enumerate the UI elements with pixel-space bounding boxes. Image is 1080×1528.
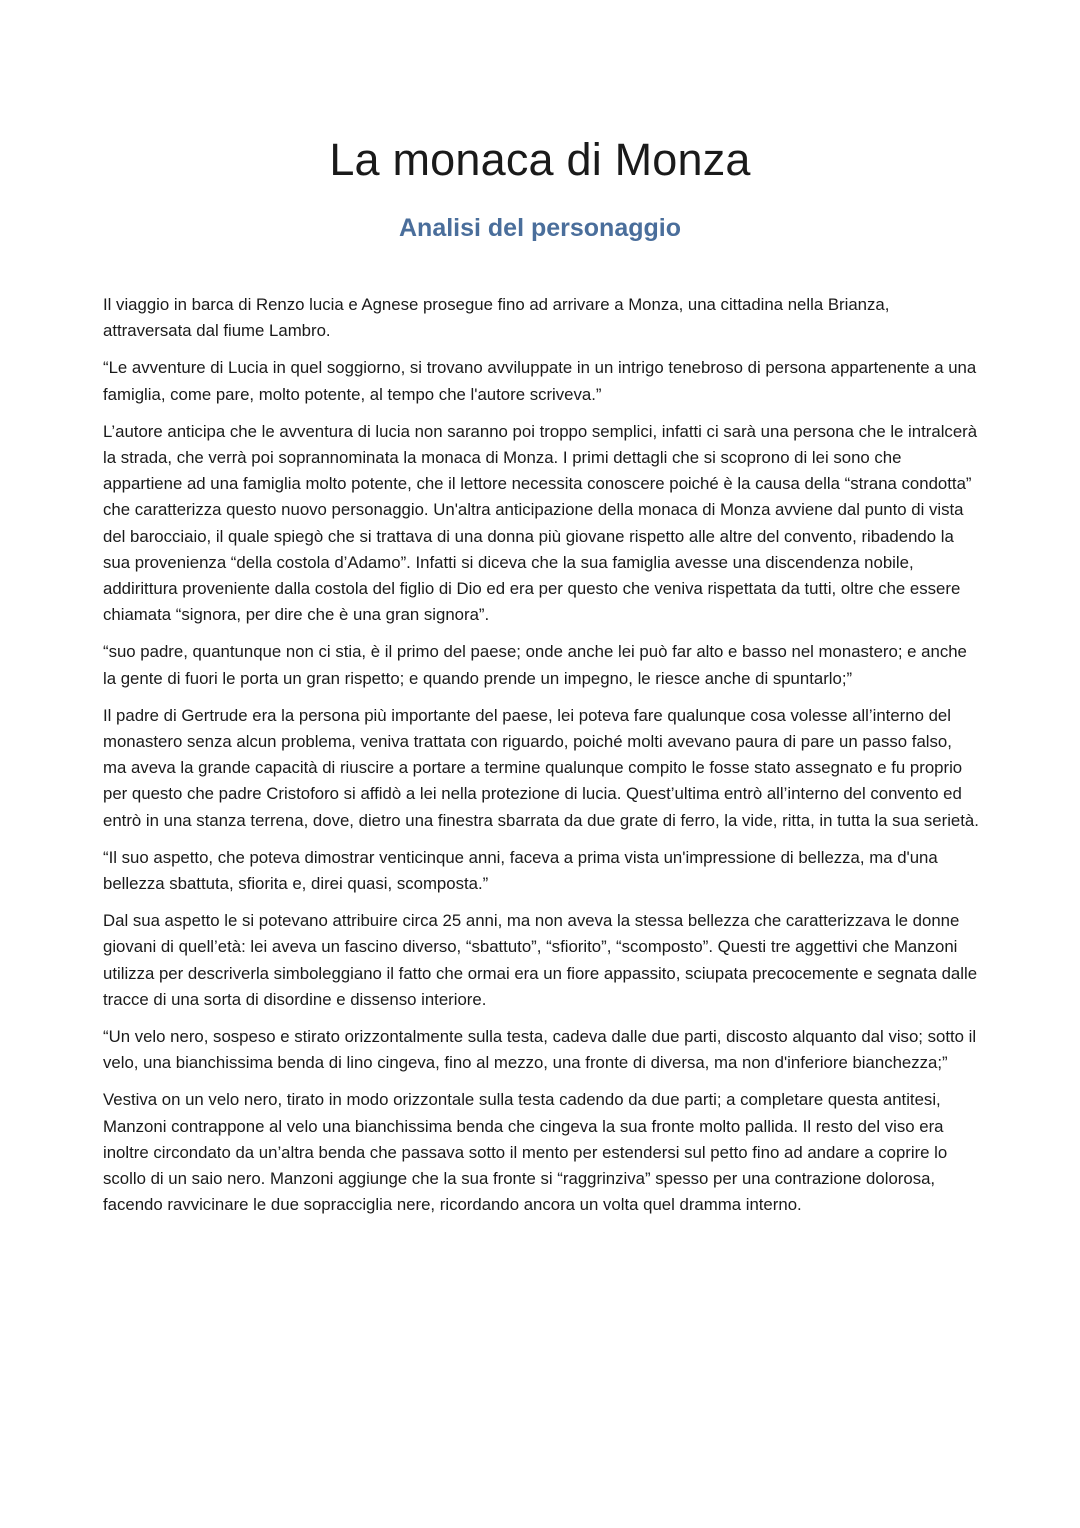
paragraph-quote-avventure: “Le avventure di Lucia in quel soggiorno, si trovano avviluppate in un intrigo tenebroso di persona appartenente a una famiglia, come pare, molto potente, al tempo che l'autore scriveva.”: [103, 358, 977, 404]
paragraph-quote-aspetto: “Il suo aspetto, che poteva dimostrar venticinque anni, faceva a prima vista un'impressione di bellezza, ma d'una bellezza sbattuta, sfiorita e, direi quasi, scomposta.”: [103, 847, 938, 894]
document-subtitle: Analisi del personaggio: [399, 214, 681, 242]
paragraph-aspetto: Dal sua aspetto le si potevano attribuire circa 25 anni, ma non aveva la stessa bellezza che caratterizzava le donne giovani di quell’età: lei aveva un fascino diverso, “sbattuto”, “sfiorito”, “scomposto”. Questi tre aggettivi che Manzoni utilizza per descriverla simboleggiano il fatto che ormai era un fiore appassito, sciupata precocemente e segnata dalle tracce di una sorta di disordine e dissenso interiore.: [103, 911, 978, 1009]
paragraph-velo: Vestiva on un velo nero, tirato in modo orizzontale sulla testa cadendo da due parti; a completare questa antitesi, Manzoni contrappone al velo una bianchissima benda che cingeva la sua fronte molto pallida. Il resto del viso era inoltre circondato da un’altra benda che passava sotto il mento per estendersi sul petto fino ad andare a coprire lo scollo di un saio nero. Manzoni aggiunge che la sua fronte si “raggrinziva” spesso per una contrazione dolorosa, facendo ravvicinare le due sopracciglia nere, ricordando ancora un volta quel dramma interno.: [103, 1090, 948, 1215]
document-body: [103, 292, 979, 1230]
paragraph-anticipazione: L’autore anticipa che le avventura di lucia non saranno poi troppo semplici, infatti ci sarà una persona che le intralcerà la strada, che verrà poi soprannominata la monaca di Monza. I primi dettagli che si scoprono di lei sono che appartiene ad una famiglia molto potente, che il lettore necessita conoscere poiché è la causa della “strana condotta” che caratterizza questo nuovo personaggio. Un'altra anticipazione della monaca di Monza avviene dal punto di vista del barocciaio, il quale spiegò che si trattava di una donna più giovane rispetto alle altre del convento, ribadendo la sua provenienza “della costola d’Adamo”. Infatti si diceva che la sua famiglia avesse una discendenza nobile, addirittura proveniente dalla costola del figlio di Dio ed era per questo che veniva rispettata da tutti, oltre che essere chiamata “signora, per dire che è una gran signora”.: [103, 421, 978, 625]
paragraph-gertrude: Il padre di Gertrude era la persona più importante del paese, lei poteva fare qualunque cosa volesse all’interno del monastero senza alcun problema, veniva trattata con riguardo, poiché molti avevano paura di pare un passo falso, ma aveva la grande capacità di riuscire a portare a termine qualunque compito le fosse stato assegnato e fu proprio per questo che padre Cristoforo si affidò a lei nella protezione di lucia. Quest’ultima entrò all’interno del convento ed entrò in una stanza terrena, dove, dietro una finestra sbarrata da due grate di ferro, la vide, ritta, in tutta la sua serietà.: [103, 705, 979, 830]
document-title: La monaca di Monza: [329, 134, 751, 185]
paragraph-quote-velo: “Un velo nero, sospeso e stirato orizzontalmente sulla testa, cadeva dalle due parti, discosto alquanto dal viso; sotto il velo, una bianchissima benda di lino cingeva, fino al mezzo, una fronte di diversa, ma non d'inferiore bianchezza;”: [103, 1027, 977, 1073]
paragraph-quote-padre: “suo padre, quantunque non ci stia, è il primo del paese; onde anche lei può far alto e basso nel monastero; e anche la gente di fuori le porta un gran rispetto; e quando prende un impegno, le riesce anche di spuntarlo;”: [103, 642, 967, 688]
paragraph-intro: Il viaggio in barca di Renzo lucia e Agnese prosegue fino ad arrivare a Monza, una cittadina nella Brianza, attraversata dal fiume Lambro.: [103, 295, 890, 341]
